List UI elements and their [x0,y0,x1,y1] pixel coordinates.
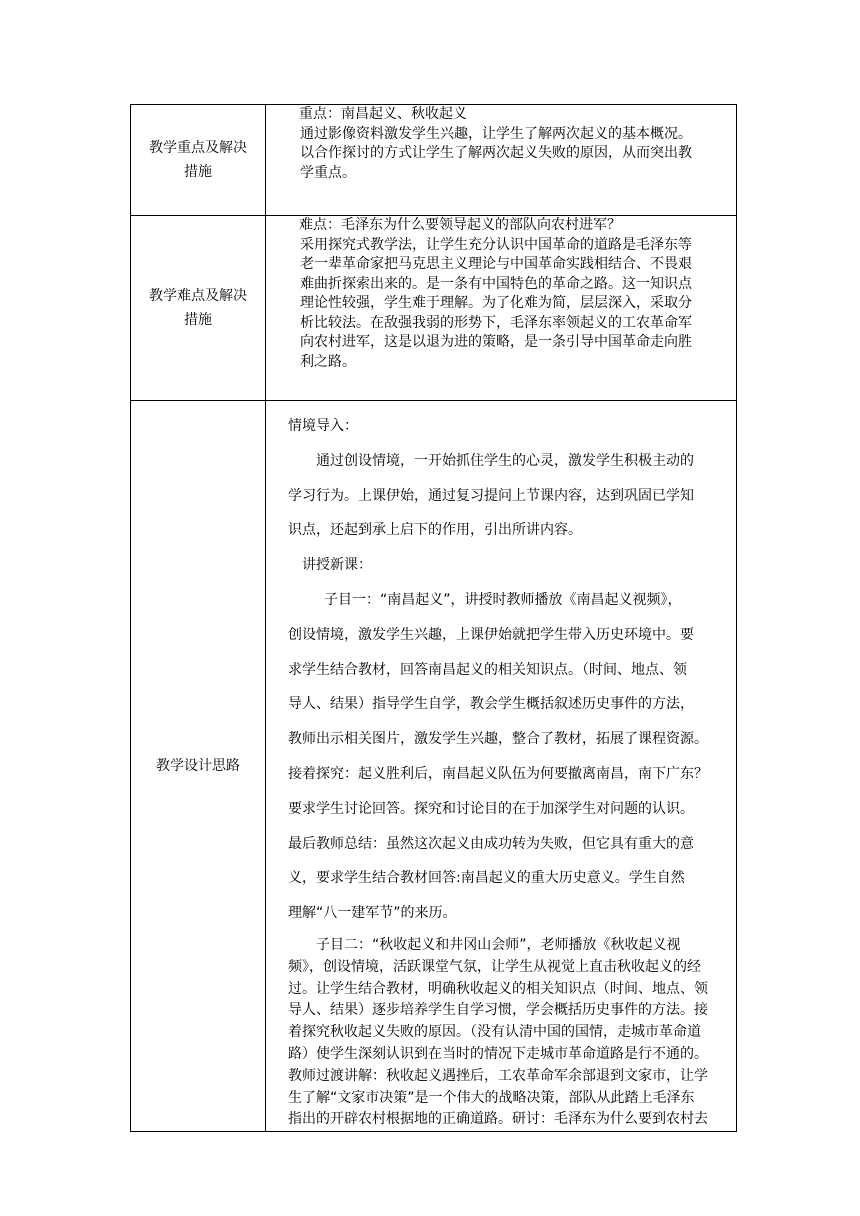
content-line: 以合作探讨的方式让学生了解两次起义失败的原因，从而突出教 [300,145,692,161]
content-line: 理解“八一建军节”的来历。 [288,905,457,922]
content-line: 学习行为。上课伊始，通过复习提问上节课内容，达到巩固已学知 [288,487,694,504]
row-content-key-points [266,105,737,216]
content-line: 难曲折探索出来的。是一条有中国特色的革命之路。这一知识点 [300,275,692,292]
content-line: 利之路。 [300,353,356,370]
section-heading-intro: 情境导入： [288,418,358,434]
content-line: 向农村进军，这是以退为进的策略，是一条引导中国革命走向胜 [300,334,692,350]
content-line: 通过创设情境，一开始抓住学生的心灵，激发学生积极主动的 [316,452,694,469]
content-line: 导人、结果）指导学生自学，教会学生概括叙述历史事件的方法， [288,696,694,713]
content-line: 教师过渡讲解：秋收起义遇挫后，工农革命军余部退到文家市，让学 [288,1067,708,1084]
lesson-plan-table [130,104,737,1132]
content-line: 重点：南昌起义、秋收起义 [299,106,467,122]
section-heading-new-lesson: 讲授新课： [302,557,372,574]
content-line: 创设情境，激发学生兴趣，上课伊始就把学生带入历史环境中。要 [288,626,694,643]
row-label-design-ideas: 教学设计思路 [131,401,266,1132]
content-line: 子目一：“南昌起义”，讲授时教师播放《南昌起义视频》， [324,591,682,608]
content-line: 通过影像资料激发学生兴趣，让学生了解两次起义的基本概况。 [300,125,692,142]
content-line: 接着探究：起义胜利后，南昌起义队伍为何要撤离南昌，南下广东？ [288,765,708,782]
row-content-design-ideas [266,401,737,1132]
content-line: 频》，创设情境，活跃课堂气氛，让学生从视觉上直击秋收起义的经 [288,958,701,975]
row-label-difficult-points: 教学难点及解决 措施 [131,216,266,401]
content-line: 教师出示相关图片，激发学生兴趣，整合了教材，拓展了课程资源。 [288,731,708,748]
content-line: 识点，还起到承上启下的作用，引出所讲内容。 [288,522,582,539]
content-line: 难点：毛泽东为什么要领导起义的部队向农村进军？ [299,217,621,233]
content-line: 子目二：“秋收起义和井冈山会师”，老师播放《秋收起义视 [316,936,681,953]
content-line: 理论性较强，学生难于理解。为了化难为简，层层深入，采取分 [300,295,692,311]
content-line: 要求学生讨论回答。探究和讨论目的在于加深学生对问题的认识。 [288,800,694,817]
table-row-difficult-points [131,216,737,401]
content-line: 学重点。 [300,164,356,181]
row-content-difficult-points [266,216,737,401]
row-label-key-points: 教学重点及解决 措施 [131,105,266,216]
content-line: 指出的开辟农村根据地的正确道路。研讨：毛泽东为什么要到农村去 [288,1111,708,1128]
content-line: 义，要求学生结合教材回答:南昌起义的重大历史意义。学生自然 [288,870,685,887]
content-line: 着探究秋收起义失败的原因。（没有认清中国的国情，走城市革命道 [288,1024,701,1041]
content-line: 导人、结果）逐步培养学生自学习惯，学会概括历史事件的方法。接 [288,1002,708,1019]
content-line: 过。让学生结合教材，明确秋收起义的相关知识点（时间、地点、领 [288,980,708,997]
content-line: 求学生结合教材，回答南昌起义的相关知识点。（时间、地点、领 [288,661,687,678]
table-row-key-points [131,105,737,216]
content-line: 路）使学生深刻认识到在当时的情况下走城市革命道路是行不通的。 [288,1045,708,1062]
content-line: 老一辈革命家把马克思主义理论与中国革命实践相结合、不畏艰 [300,256,692,272]
content-line: 析比较法。在敌强我弱的形势下，毛泽东率领起义的工农革命军 [300,314,692,331]
content-line: 最后教师总结：虽然这次起义由成功转为失败，但它具有重大的意 [288,835,694,852]
content-line: 生了解“文家市决策”是一个伟大的战略决策，部队从此踏上毛泽东 [288,1089,695,1106]
table-row-design-ideas [131,401,737,1132]
content-line: 采用探究式教学法，让学生充分认识中国革命的道路是毛泽东等 [300,236,692,253]
